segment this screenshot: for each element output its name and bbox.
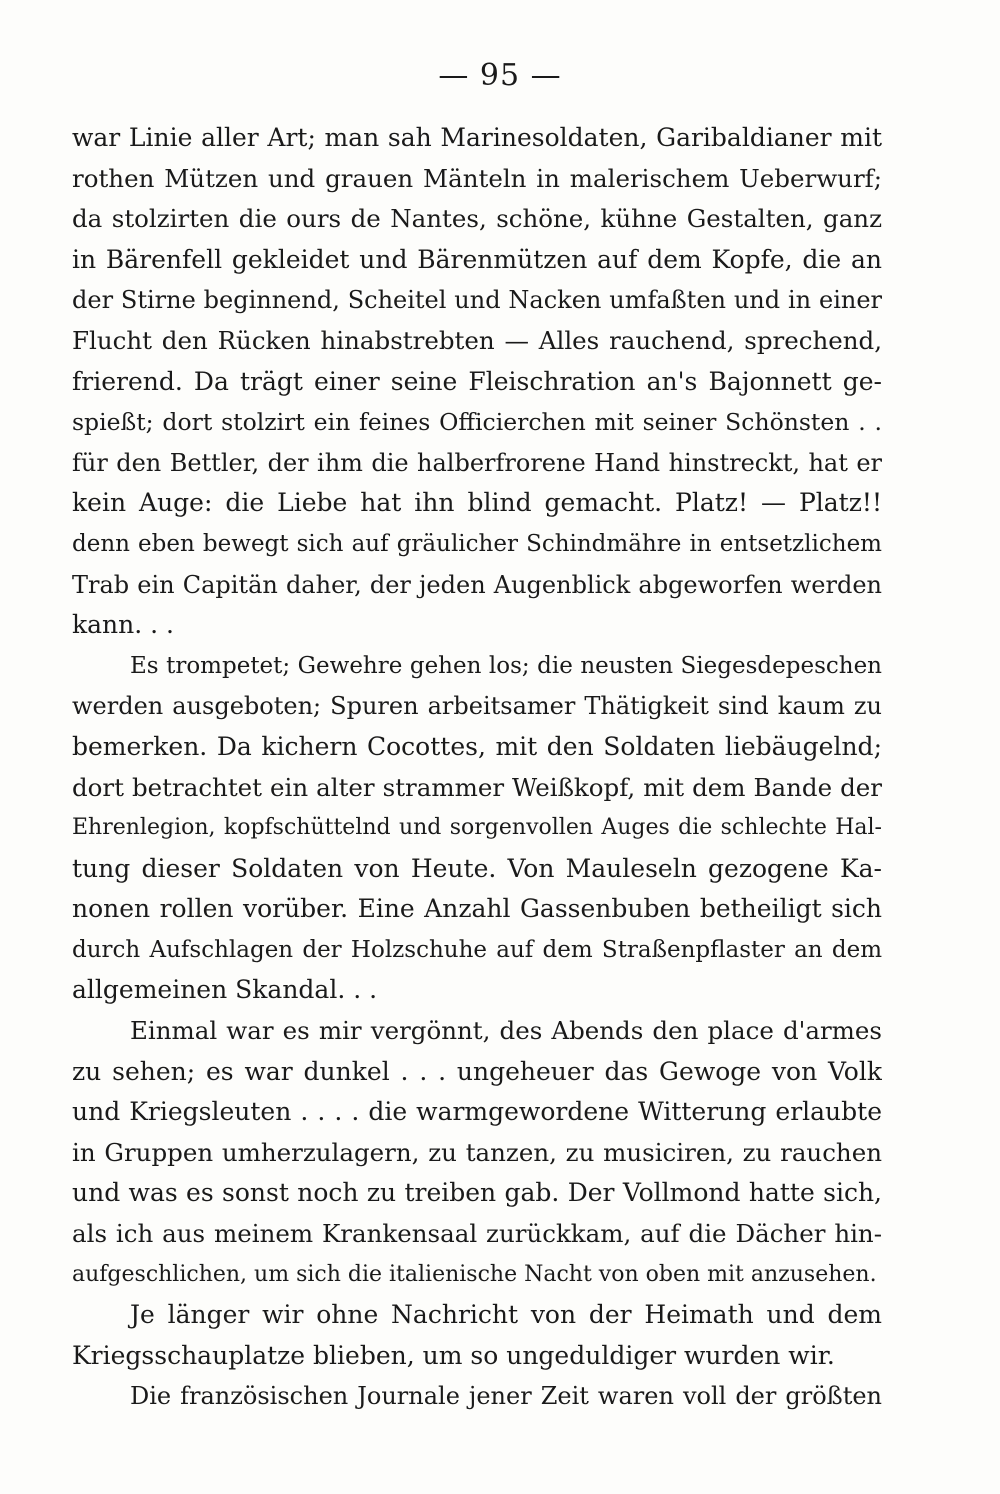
text-line: dort betrachtet ein alter strammer Weißkopf, mit dem Bande der: [72, 772, 882, 802]
text-line: in Gruppen umherzulagern, zu tanzen, zu musiciren, zu rauchen: [72, 1137, 882, 1167]
text-line: rothen Mützen und grauen Mänteln in malerischem Ueberwurf;: [72, 163, 882, 193]
text-line: Einmal war es mir vergönnt, des Abends den place d'armes: [130, 1016, 882, 1046]
text-line: bemerken. Da kichern Cocottes, mit den Soldaten liebäugelnd;: [72, 731, 882, 761]
text-line: zu sehen; es war dunkel . . . ungeheuer das Gewoge von Volk: [72, 1056, 882, 1086]
text-line: der Stirne beginnend, Scheitel und Nacken umfaßten und in einer: [72, 286, 882, 315]
text-line: für den Bettler, der ihm die halberfrorene Hand hinstreckt, hat er: [72, 448, 882, 477]
text-line: denn eben bewegt sich auf gräulicher Schindmähre in entsetzlichem: [72, 530, 882, 557]
text-line: werden ausgeboten; Spuren arbeitsamer Thätigkeit sind kaum zu: [72, 692, 882, 721]
text-line: frierend. Da trägt einer seine Fleischration an's Bajonnett ge-: [72, 366, 882, 396]
text-line: Trab ein Capitän daher, der jeden Augenblick abgeworfen werden: [72, 570, 882, 599]
page-number: — 95 —: [438, 58, 562, 93]
text-line: Die französischen Journale jener Zeit waren voll der größten: [130, 1382, 882, 1411]
text-line: aufgeschlichen, um sich die italienische Nacht von oben mit anzusehen.: [72, 1261, 877, 1287]
text-line: durch Aufschlagen der Holzschuhe auf dem Straßenpflaster an dem: [72, 936, 882, 963]
text-line: und Kriegsleuten . . . . die warmgewordene Witterung erlaubte: [72, 1097, 882, 1127]
text-line: tung dieser Soldaten von Heute. Von Mauleseln gezogene Ka-: [72, 853, 882, 883]
text-line: kein Auge: die Liebe hat ihn blind gemacht. Platz! — Platz!!: [72, 488, 882, 518]
body-text: [72, 118, 882, 1417]
text-line: und was es sonst noch zu treiben gab. Der Vollmond hatte sich,: [72, 1178, 882, 1208]
text-line: da stolzirten die ours de Nantes, schöne, kühne Gestalten, ganz: [72, 204, 882, 234]
text-line: Kriegsschauplatze blieben, um so ungeduldiger wurden wir.: [72, 1340, 835, 1370]
text-line: Es trompetet; Gewehre gehen los; die neusten Siegesdepeschen: [130, 652, 882, 679]
text-line: Je länger wir ohne Nachricht von der Heimath und dem: [130, 1300, 882, 1330]
text-line: Flucht den Rücken hinabstrebten — Alles rauchend, sprechend,: [72, 325, 882, 355]
text-line: nonen rollen vorüber. Eine Anzahl Gassenbuben betheiligt sich: [72, 894, 882, 924]
text-line: kann. . .: [72, 610, 174, 640]
text-line: als ich aus meinem Krankensaal zurückkam, auf die Dächer hin-: [72, 1219, 882, 1249]
text-line: war Linie aller Art; man sah Marinesoldaten, Garibaldianer mit: [72, 123, 882, 152]
text-line: in Bärenfell gekleidet und Bärenmützen auf dem Kopfe, die an: [72, 244, 882, 274]
text-line: spießt; dort stolzirt ein feines Officierchen mit seiner Schönsten . .: [72, 408, 882, 437]
text-line: Ehrenlegion, kopfschüttelnd und sorgenvollen Auges die schlechte Hal-: [72, 815, 882, 841]
text-line: allgemeinen Skandal. . .: [72, 975, 378, 1005]
